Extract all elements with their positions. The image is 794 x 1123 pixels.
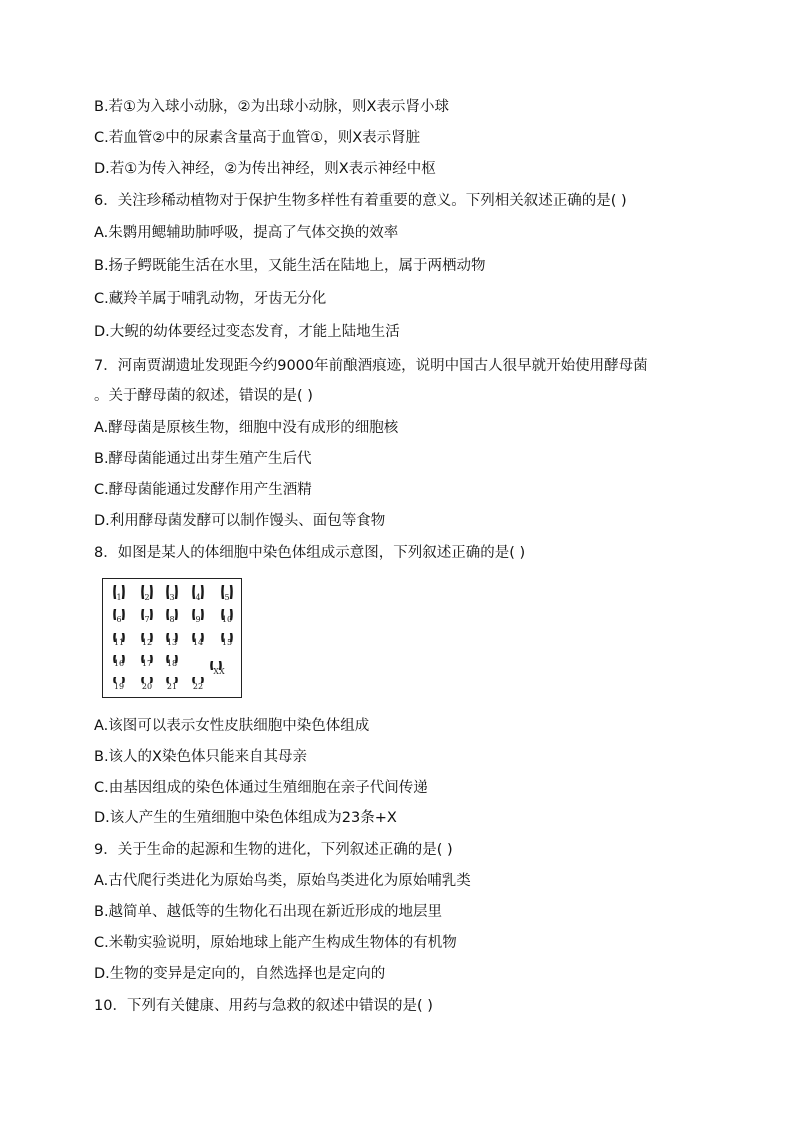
question-9: 9．关于生命的起源和生物的进化，下列叙述正确的是( ) [94,842,453,858]
option-d: D.该人产生的生殖细胞中染色体组成为23条+X [94,810,397,826]
chromosome-number-label: 22 [192,682,204,691]
chromosome-number-label: 20 [141,682,153,691]
question-6: 6．关注珍稀动植物对于保护生物多样性有着重要的意义。下列相关叙述正确的是( ) [94,193,627,209]
chromosome [122,609,125,620]
option-b: B.该人的X染色体只能来自其母亲 [94,749,307,765]
chromosome [122,585,125,599]
chromosome-number-label: 8 [169,615,175,624]
option-b: B.越简单、越低等的生物化石出现在新近形成的地层里 [94,904,443,920]
chromosome-number-label: XX [213,667,225,676]
option-c: C.米勒实验说明，原始地球上能产生构成生物体的有机物 [94,935,457,951]
option-b: B.酵母菌能通过出芽生殖产生后代 [94,451,312,467]
option-c: C.由基因组成的染色体通过生殖细胞在亲子代间传递 [94,780,428,796]
chromosome-number-label: 18 [166,659,178,668]
chromosome-number-label: 19 [113,682,125,691]
chromosome-number-label: 3 [169,593,175,602]
option-a: A.该图可以表示女性皮肤细胞中染色体组成 [94,718,370,734]
option-a: A.酵母菌是原核生物，细胞中没有成形的细胞核 [94,420,399,436]
karyotype-figure [102,578,242,698]
question-10: 10．下列有关健康、用药与急救的叙述中错误的是( ) [94,998,433,1014]
chromosome [150,585,153,599]
chromosome-number-label: 16 [113,659,125,668]
chromosome [201,609,204,620]
option-c: C.酵母菌能通过发酵作用产生酒精 [94,482,312,498]
chromosome-number-label: 11 [113,638,125,647]
text-line: B.若①为入球小动脉，②为出球小动脉，则X表示肾小球 [94,99,449,115]
chromosome [175,609,178,620]
text-line: D.若①为传入神经，②为传出神经，则X表示神经中枢 [94,161,436,177]
chromosome-number-label: 1 [116,593,122,602]
chromosome-number-label: 9 [195,615,201,624]
chromosome [201,585,204,599]
question-8: 8．如图是某人的体细胞中染色体组成示意图，下列叙述正确的是( ) [94,545,526,561]
option-a: A.古代爬行类进化为原始鸟类，原始鸟类进化为原始哺乳类 [94,873,471,889]
question-7: 7．河南贾湖遗址发现距今约9000年前酿酒痕迹，说明中国古人很早就开始使用酵母菌 [94,358,648,374]
chromosome-number-label: 21 [166,682,178,691]
chromosome-number-label: 14 [192,638,204,647]
chromosome-number-label: 17 [141,659,153,668]
chromosome-number-label: 13 [166,638,178,647]
text-line: C.若血管②中的尿素含量高于血管①，则X表示肾脏 [94,130,421,146]
option-a: A.朱鹮用鳃辅助肺呼吸，提高了气体交换的效率 [94,225,399,241]
option-d: D.大鲵的幼体要经过变态发育，才能上陆地生活 [94,324,400,340]
chromosome-number-label: 6 [116,615,122,624]
chromosome-number-label: 12 [141,638,153,647]
chromosome-number-label: 5 [224,593,230,602]
chromosome [230,585,233,599]
chromosome [175,585,178,599]
option-d: D.利用酵母菌发酵可以制作馒头、面包等食物 [94,513,386,529]
option-b: B.扬子鳄既能生活在水里，又能生活在陆地上，属于两栖动物 [94,258,486,274]
question-7-cont: 。关于酵母菌的叙述，错误的是( ) [94,388,313,404]
option-d: D.生物的变异是定向的，自然选择也是定向的 [94,966,386,982]
chromosome-number-label: 10 [221,615,233,624]
chromosome [150,609,153,620]
chromosome-number-label: 4 [195,593,201,602]
chromosome-number-label: 15 [221,638,233,647]
option-c: C.藏羚羊属于哺乳动物，牙齿无分化 [94,291,327,307]
chromosome-number-label: 2 [144,593,150,602]
chromosome-number-label: 7 [144,615,150,624]
